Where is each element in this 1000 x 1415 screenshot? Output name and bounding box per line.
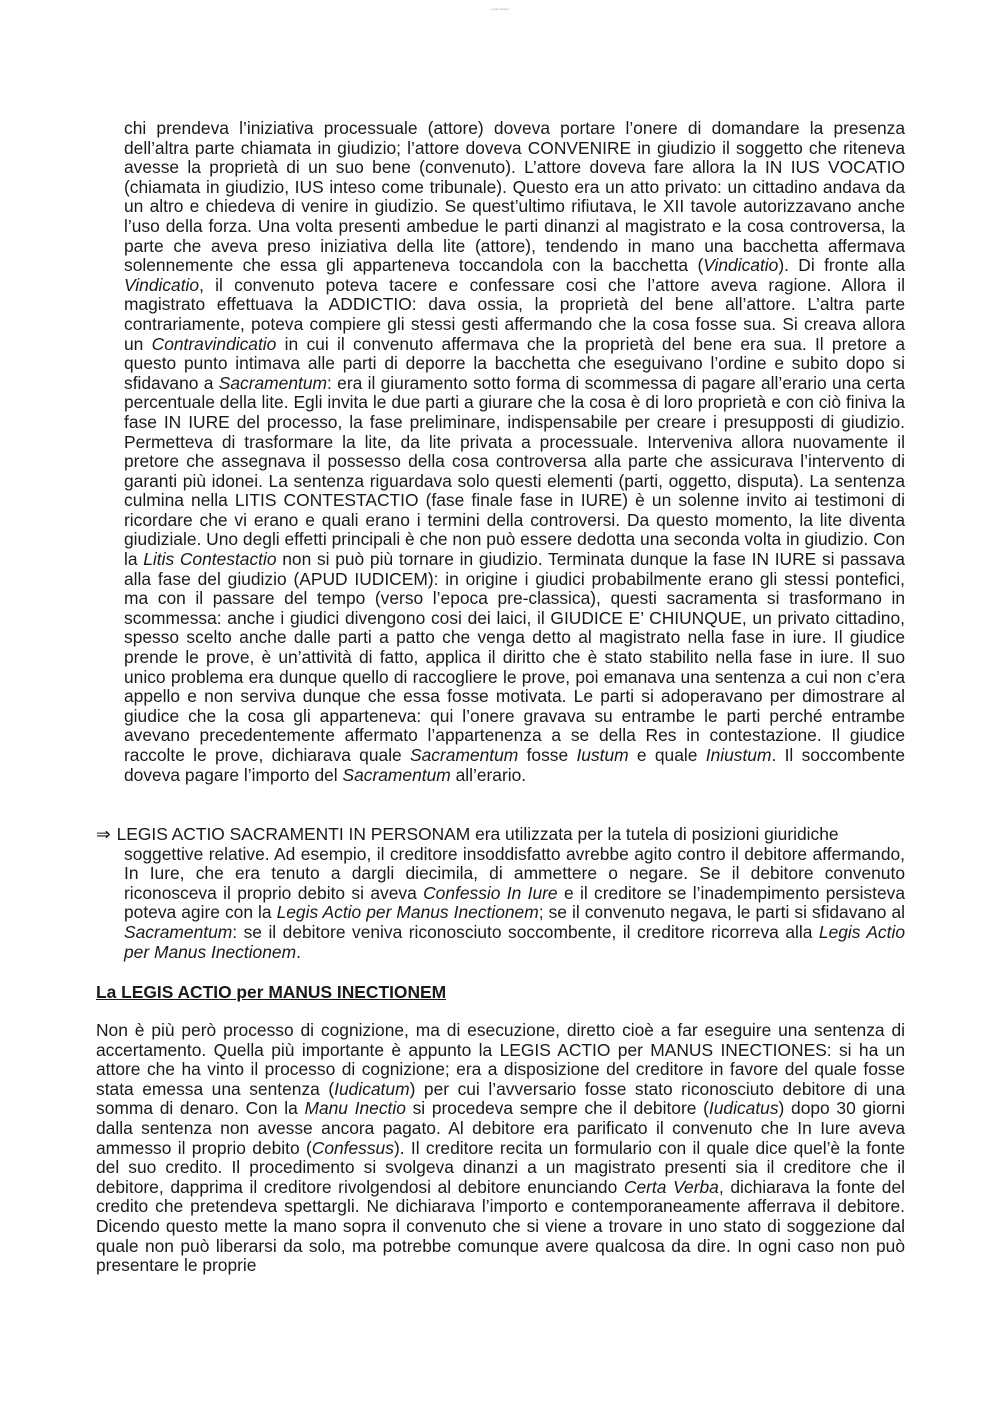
italic-term: Sacramentum (218, 372, 327, 393)
italic-term: Contravindicatio (151, 333, 277, 354)
italic-term: Confessio In Iure (423, 882, 558, 903)
text-run: all’erario. (450, 764, 527, 785)
section-heading: La LEGIS ACTIO per MANUS INECTIONEM (96, 982, 447, 1002)
italic-term: Manu Inectio (304, 1098, 406, 1119)
bullet-continuation (96, 845, 905, 963)
arrow-bullet-icon: ⇒ (96, 824, 111, 844)
text-run: e il creditore se l’inadempimento persisteva poteva agire con la (124, 882, 905, 923)
text-run: chi prendeva l’iniziativa processuale (attore) doveva portare l’onere di domandare la presenza dell’altra parte chiamata in giudizio; l’attore doveva CONVENIRE in giudizio il soggetto che riteneva avesse la proprietà di un suo bene (convenuto). L’attore doveva fare allora la IN IUS VOCATIO (chiamata in giudizio, IUS inteso come tribunale). Questo era un atto privato: un cittadino andava da un altro e chiedeva di venire in giudizio. Se quest’ultimo rifiutava, le XII tavole autorizzavano anche l’uso della forza. Una volta presenti ambedue le parti dinanzi al magistrato e la cosa controversa, la parte che aveva preso iniziativa della lite (attore), tendendo in mano una bacchetta affermava solennemente che essa gli apparteneva toccandola con la bacchetta ( (124, 118, 905, 276)
bullet-first-line: LEGIS ACTIO SACRAMENTI IN PERSONAM era utilizzata per la tutela di posizioni giuridiche (116, 824, 839, 844)
text-run: , il convenuto poteva tacere e confessare cosi che l’attore aveva ragione. Allora il magistrato effettuava la ADDICTIO: dava ossia, la proprietà del bene all’attore. L’altra parte contrariamente, poteva compiere gli stessi gesti affermando che la cosa fosse sua. Si creava allora un (124, 274, 905, 354)
text-run: : era il giuramento sotto forma di scommessa di pagare all’erario una certa percentuale della lite. Egli invita le due parti a giurare che la cosa è di loro proprietà e con ciò finiva la fase IN IURE del processo, la fase preliminare, indispensabile per creare i presupposti di giudizio. Permetteva di trasformare la lite, da lite privata a processuale. Interveniva allora nuovamente il pretore che assegnava il possesso della cosa controversa alla parte che assicurava l’intervento di garanti più idonei. La sentenza riguardava solo questi elementi (parti, oggetto, disputa). La sentenza culmina nella LITIS CONTESTACTIO (fase finale fase in IURE) è un solenne invito ai testimoni di ricordare che vi erano e quali erano i termini della controversi. Da questo momento, la lite diventa giudiziale. Uno degli effetti principali è che non può essere dedotta una seconda volta in giudizio. Con la (124, 372, 905, 570)
italic-term: Litis Contestactio (143, 549, 277, 570)
text-run: ; se il convenuto negava, le parti si sfidavano al (538, 902, 905, 923)
italic-term: Vindicatio (124, 274, 200, 295)
italic-term: Legis Actio per Manus Inectionem (124, 921, 905, 962)
paragraph-manus-inectionem (96, 1021, 905, 1276)
italic-term: Vindicatio (703, 255, 779, 276)
text-run: soggettive relative. Ad esempio, il creditore insoddisfatto avrebbe agito contro il debitore affermando, In Iure, che era tenuto a dargli diecimila, di ammettere o negare. Se il debitore convenuto riconosceva il proprio debito si aveva (124, 843, 905, 903)
text-run: e quale (628, 745, 706, 765)
italic-term: Iudicatum (334, 1078, 410, 1099)
italic-term: Iustum (576, 745, 629, 765)
header-watermark: Lorem Ipsum (491, 7, 509, 11)
text-run: Non è più però processo di cognizione, ma di esecuzione, diretto cioè a far eseguire una sentenza di accertamento. Quella più importante è appunto la LEGIS ACTIO per MANUS INECTIONES: si ha un attore che ha vinto il processo di cognizione; era a disposizione del creditore in favore del quale fosse stata emessa una sentenza ( (96, 1020, 905, 1099)
text-run: : se il debitore veniva riconosciuto soccombente, il creditore ricorreva alla (232, 921, 819, 942)
text-run: ) per cui l’avversario fosse stato riconosciuto debitore di una somma di denaro. Con la (96, 1078, 905, 1119)
text-run: fosse (518, 745, 577, 765)
text-run: non si può più tornare in giudizio. Terminata dunque la fase IN IURE si passava alla fase del giudizio (APUD IUDICEM): in origine i giudici probabilmente erano gli stessi pontefici, ma con il passare del tempo (verso l’epoca pre-classica), questi sacramenta si trasformano in scommessa: anche i giudici divengono cosi dei laici, il GIUDICE E’ CHIUNQUE, un privato cittadino, spesso scelto anche dalle parti a patto che venga detto al magistrato nella fase in iure. Il giudice prende le prove, è un’attività di fatto, applica il diritto che è stato stabilito nella fase in iure. Il suo unico problema era dunque quello di raccogliere le prove, poi emanava una sentenza a cui non c’era appello e non serviva dunque che essa fosse motivata. Le parti si adoperavano per dimostrare al giudice che la cosa gli apparteneva: qui l’onere gravava su entrambe le parti perché entrambe avevano precedentemente affermato l’appartenenza a se della Res in contestazione. Il giudice raccolte le prove, dichiarava quale (124, 549, 905, 765)
bullet-legis-actio-in-personam (96, 825, 905, 962)
text-run: . (296, 941, 301, 962)
text-run: . Il soccombente doveva pagare l’importo del (124, 745, 906, 785)
italic-term: Iniustum (705, 745, 772, 765)
italic-term: Certa Verba (623, 1176, 719, 1197)
italic-term: Legis Actio per Manus Inectionem (276, 902, 539, 923)
text-run: ). Il creditore recita un formulario con il quale dice quel’è la fonte del suo credito. Il procedimento si svolgeva dinanzi a un magistrato presenti sia il creditore che il debitore, dapprima il creditore rivolgendosi al debitore enunciando (96, 1137, 905, 1197)
italic-term: Sacramentum (124, 921, 233, 942)
text-run: , dichiarava la fonte del credito che pretendeva spettargli. Ne dichiarava l’importo e contemporaneamente afferrava il debitore. Dicendo questo mette la mano sopra il convenuto che si viene a trovare in uno stato di soggezione dal quale non può liberarsi da solo, ma potrebbe comunque avere qualcosa da dire. In ogni caso non può presentare le proprie (96, 1176, 905, 1276)
italic-term: Iudicatus (708, 1098, 779, 1119)
text-run: ) dopo 30 giorni dalla sentenza non avesse ancora pagato. Al debitore era parificato il convenuto che In Iure aveva ammesso il proprio debito ( (96, 1098, 905, 1158)
paragraph-legis-actio-sacramenti-in-rem (124, 119, 905, 785)
text-run: si procedeva sempre che il debitore ( (405, 1098, 709, 1119)
italic-term: Confessus (311, 1137, 394, 1158)
italic-term: Sacramentum (410, 745, 519, 765)
text-run: ). Di fronte alla (778, 255, 905, 276)
text-run: in cui il convenuto affermava che la proprietà del bene era sua. Il pretore a questo punto intimava alle parti di deporre la bacchetta che eseguivano l’ordine e subito dopo si sfidavano a (124, 333, 905, 393)
italic-term: Sacramentum (342, 764, 451, 785)
